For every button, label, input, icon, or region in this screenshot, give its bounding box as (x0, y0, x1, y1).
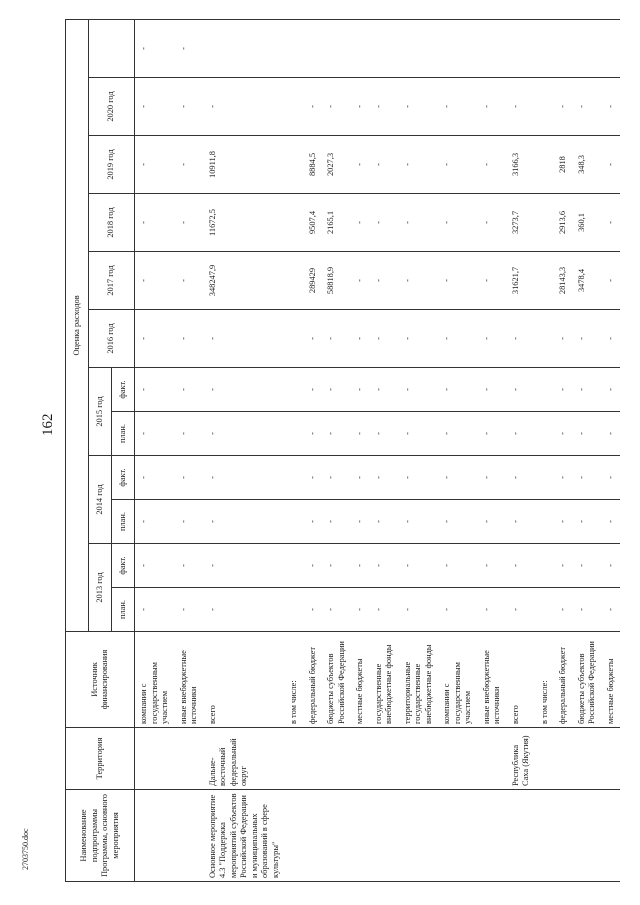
cell-value: - (554, 310, 573, 368)
cell-value: - (438, 252, 478, 310)
cell-value: - (304, 544, 323, 588)
cell-value: - (438, 78, 478, 136)
cell-value: - (554, 456, 573, 500)
cell-value: - (304, 500, 323, 544)
table-row (322, 19, 351, 881)
table-row (554, 19, 573, 881)
cell-territory (478, 728, 507, 790)
cell-value: - (351, 194, 370, 252)
table-row (573, 19, 602, 881)
cell-value (554, 19, 573, 77)
cell-territory (351, 728, 370, 790)
cell-territory: Республика Саха (Якутия) (507, 728, 536, 790)
table-body (135, 19, 621, 881)
cell-territory (554, 728, 573, 790)
cell-value: - (438, 544, 478, 588)
cell-name (135, 790, 175, 882)
header-2014-plan: план. (112, 500, 135, 544)
cell-source: государственные внебюджетные фонды (370, 632, 399, 728)
cell-value: - (507, 544, 536, 588)
cell-territory (175, 728, 204, 790)
cell-value: - (304, 78, 323, 136)
cell-value: - (204, 500, 286, 544)
cell-value: - (175, 136, 204, 194)
cell-value: - (351, 500, 370, 544)
cell-value: - (351, 412, 370, 456)
cell-value: - (135, 19, 175, 77)
cell-value: - (554, 544, 573, 588)
cell-source: компании с государственным участием (438, 632, 478, 728)
cell-value: - (573, 310, 602, 368)
cell-value: - (399, 500, 439, 544)
cell-value (285, 368, 304, 412)
cell-value: - (478, 310, 507, 368)
cell-value (322, 19, 351, 77)
cell-value (304, 19, 323, 77)
table-row (304, 19, 323, 881)
cell-name (507, 790, 536, 882)
header-year-2016: 2016 год (89, 310, 135, 368)
cell-value: - (602, 412, 621, 456)
cell-value: - (602, 500, 621, 544)
cell-value: - (507, 412, 536, 456)
cell-value: 2165,1 (322, 194, 351, 252)
cell-value: - (438, 310, 478, 368)
cell-value: - (370, 412, 399, 456)
cell-name (438, 790, 478, 882)
cell-territory (399, 728, 439, 790)
cell-value (285, 19, 304, 77)
cell-value: - (351, 588, 370, 632)
cell-value: - (204, 310, 286, 368)
cell-value: - (304, 310, 323, 368)
cell-value: 8884,5 (304, 136, 323, 194)
cell-value (536, 544, 555, 588)
budget-table (65, 19, 620, 882)
cell-value: - (399, 588, 439, 632)
cell-source: федеральный бюджет (304, 632, 323, 728)
cell-value: - (370, 544, 399, 588)
header-2013-fact: факт. (112, 544, 135, 588)
cell-value (370, 19, 399, 77)
cell-value: - (351, 544, 370, 588)
cell-value (478, 19, 507, 77)
cell-value: - (135, 252, 175, 310)
cell-value: - (399, 368, 439, 412)
cell-value (536, 500, 555, 544)
cell-value: 28143,3 (554, 252, 573, 310)
cell-value: - (135, 500, 175, 544)
cell-source: в том числе: (285, 632, 304, 728)
cell-value: - (438, 456, 478, 500)
cell-value (399, 19, 439, 77)
cell-value: - (322, 368, 351, 412)
cell-value: - (573, 78, 602, 136)
cell-value (536, 252, 555, 310)
cell-value (573, 19, 602, 77)
cell-value: - (370, 136, 399, 194)
cell-value (536, 194, 555, 252)
header-2014-fact: факт. (112, 456, 135, 500)
cell-value: - (351, 456, 370, 500)
cell-value: - (135, 78, 175, 136)
cell-value (285, 252, 304, 310)
cell-value (536, 588, 555, 632)
table-row (175, 19, 204, 881)
cell-value (285, 412, 304, 456)
cell-source: всего (204, 632, 286, 728)
table-row (204, 19, 286, 881)
cell-value: - (204, 588, 286, 632)
cell-value: 3273,7 (507, 194, 536, 252)
cell-value: - (370, 78, 399, 136)
header-year-2015: 2015 год (89, 368, 112, 456)
cell-name (573, 790, 602, 882)
table-row (351, 19, 370, 881)
cell-value: - (478, 78, 507, 136)
cell-value: 31621,7 (507, 252, 536, 310)
cell-value: - (304, 456, 323, 500)
cell-value (536, 78, 555, 136)
cell-value: - (602, 310, 621, 368)
cell-value: - (322, 456, 351, 500)
cell-name (285, 790, 304, 882)
cell-value: - (602, 456, 621, 500)
cell-source: федеральный бюджет (554, 632, 573, 728)
cell-name (536, 790, 555, 882)
cell-value: - (204, 544, 286, 588)
cell-value: - (602, 136, 621, 194)
cell-value (536, 310, 555, 368)
table-row (536, 19, 555, 881)
cell-value (536, 412, 555, 456)
cell-value: - (351, 368, 370, 412)
cell-value: - (573, 500, 602, 544)
cell-value: - (175, 500, 204, 544)
cell-value (285, 588, 304, 632)
table-row (507, 19, 536, 881)
cell-source: иные внебюджетные источники (478, 632, 507, 728)
cell-name (399, 790, 439, 882)
cell-value: - (478, 500, 507, 544)
cell-value: - (135, 544, 175, 588)
table-header (66, 19, 135, 881)
cell-value: - (304, 368, 323, 412)
cell-value: 348,3 (573, 136, 602, 194)
cell-value: - (438, 412, 478, 456)
cell-name (478, 790, 507, 882)
document-code: 2703750.doc (21, 828, 30, 870)
cell-value: - (370, 310, 399, 368)
cell-value: - (175, 19, 204, 77)
cell-value: - (135, 588, 175, 632)
cell-value: - (554, 500, 573, 544)
cell-name (370, 790, 399, 882)
cell-value: - (507, 78, 536, 136)
cell-source: местные бюджеты (602, 632, 621, 728)
cell-value: - (438, 136, 478, 194)
cell-value (285, 78, 304, 136)
cell-value (536, 368, 555, 412)
cell-value: - (507, 310, 536, 368)
cell-value: - (399, 310, 439, 368)
cell-value: - (204, 456, 286, 500)
cell-value: - (175, 252, 204, 310)
cell-source: в том числе: (536, 632, 555, 728)
cell-value: - (175, 368, 204, 412)
cell-territory (438, 728, 478, 790)
cell-value: - (135, 194, 175, 252)
cell-value: - (399, 78, 439, 136)
table-row (602, 19, 621, 881)
cell-value: - (478, 588, 507, 632)
cell-territory (322, 728, 351, 790)
cell-value: - (322, 412, 351, 456)
cell-value: - (175, 194, 204, 252)
cell-value: 11672,5 (204, 194, 286, 252)
cell-value: - (399, 194, 439, 252)
cell-value: - (135, 310, 175, 368)
cell-name (554, 790, 573, 882)
cell-value: - (135, 412, 175, 456)
cell-value: 289429 (304, 252, 323, 310)
cell-value: - (204, 412, 286, 456)
cell-territory (370, 728, 399, 790)
header-name: Наименование подпрограммы Программы, основного мероприятия (66, 790, 135, 882)
cell-value (438, 19, 478, 77)
cell-value (536, 456, 555, 500)
cell-value: - (399, 136, 439, 194)
cell-value: - (175, 310, 204, 368)
cell-value: - (554, 588, 573, 632)
cell-value: - (478, 252, 507, 310)
cell-value: - (438, 500, 478, 544)
cell-value: - (438, 368, 478, 412)
cell-value: - (602, 78, 621, 136)
cell-value: - (602, 544, 621, 588)
cell-value: - (399, 252, 439, 310)
cell-value: - (573, 412, 602, 456)
cell-source: бюджеты субъектов Российской Федерации (322, 632, 351, 728)
cell-value: - (135, 456, 175, 500)
cell-value: - (399, 456, 439, 500)
table-row (135, 19, 175, 881)
cell-value (285, 500, 304, 544)
cell-value: - (602, 194, 621, 252)
table-row (285, 19, 304, 881)
cell-value: 58818,9 (322, 252, 351, 310)
cell-value: - (399, 412, 439, 456)
cell-value (285, 136, 304, 194)
cell-value (351, 19, 370, 77)
cell-value: - (204, 368, 286, 412)
cell-value: - (322, 310, 351, 368)
cell-value: - (507, 368, 536, 412)
header-source: Источник финансирования (66, 632, 135, 728)
cell-name (602, 790, 621, 882)
header-territory: Территория (66, 728, 135, 790)
cell-value: - (351, 136, 370, 194)
cell-value: - (478, 368, 507, 412)
cell-territory (602, 728, 621, 790)
cell-value (602, 19, 621, 77)
header-extra (89, 19, 135, 77)
cell-value: - (135, 136, 175, 194)
cell-source: иные внебюджетные источники (175, 632, 204, 728)
cell-value: - (573, 368, 602, 412)
cell-value: 10911,8 (204, 136, 286, 194)
header-year-2014: 2014 год (89, 456, 112, 544)
cell-value: - (573, 588, 602, 632)
cell-value: - (478, 412, 507, 456)
cell-value: - (351, 310, 370, 368)
cell-value: - (370, 456, 399, 500)
cell-value: - (554, 412, 573, 456)
cell-value: - (351, 78, 370, 136)
cell-value: - (507, 456, 536, 500)
table-row (399, 19, 439, 881)
header-year-2018: 2018 год (89, 194, 135, 252)
cell-value: - (554, 78, 573, 136)
cell-value: - (602, 368, 621, 412)
cell-value: - (322, 500, 351, 544)
cell-value: - (204, 78, 286, 136)
header-year-2019: 2019 год (89, 136, 135, 194)
cell-value: - (573, 544, 602, 588)
cell-source: территориальные государственные внебюджетные фонды (399, 632, 439, 728)
cell-value (536, 19, 555, 77)
header-year-2020: 2020 год (89, 78, 135, 136)
cell-name (351, 790, 370, 882)
rotated-table-wrapper (65, 20, 615, 882)
cell-name: Основное мероприятие 4.3 "Поддержка мероприятий субъектов Российской Федерации и муниципальных образований в сфере культуры" (204, 790, 286, 882)
header-year-2013: 2013 год (89, 544, 112, 632)
cell-value: - (478, 136, 507, 194)
cell-value: - (135, 368, 175, 412)
cell-value: - (175, 544, 204, 588)
header-2015-fact: факт. (112, 368, 135, 412)
cell-value: - (554, 368, 573, 412)
cell-value (507, 19, 536, 77)
cell-value: - (322, 544, 351, 588)
cell-value: - (507, 588, 536, 632)
cell-value (285, 544, 304, 588)
cell-source: всего (507, 632, 536, 728)
header-2013-plan: план. (112, 588, 135, 632)
cell-name (175, 790, 204, 882)
cell-value: 3478,4 (573, 252, 602, 310)
table-row (438, 19, 478, 881)
cell-value: 360,1 (573, 194, 602, 252)
cell-name (322, 790, 351, 882)
cell-value: - (438, 588, 478, 632)
cell-value: - (304, 412, 323, 456)
cell-value: - (175, 412, 204, 456)
cell-value: - (507, 500, 536, 544)
cell-value: 2027,3 (322, 136, 351, 194)
cell-value: - (573, 456, 602, 500)
cell-territory: Дальне-восточный федеральный округ (204, 728, 286, 790)
cell-value: - (438, 194, 478, 252)
cell-value: 9507,4 (304, 194, 323, 252)
cell-value: - (351, 252, 370, 310)
table-row (370, 19, 399, 881)
cell-value: 2818 (554, 136, 573, 194)
cell-value: 348247,9 (204, 252, 286, 310)
cell-value (204, 19, 286, 77)
cell-value: - (322, 78, 351, 136)
header-2015-plan: план. (112, 412, 135, 456)
cell-source: бюджеты субъектов Российской Федерации (573, 632, 602, 728)
cell-value: - (602, 588, 621, 632)
cell-value: - (478, 544, 507, 588)
cell-value (285, 194, 304, 252)
page-number: 162 (40, 413, 56, 436)
cell-value: - (304, 588, 323, 632)
cell-value: - (370, 500, 399, 544)
cell-value: - (370, 252, 399, 310)
cell-value: - (370, 588, 399, 632)
cell-value: - (478, 194, 507, 252)
cell-territory (573, 728, 602, 790)
cell-value: - (322, 588, 351, 632)
header-year-2017: 2017 год (89, 252, 135, 310)
cell-territory (536, 728, 555, 790)
cell-value: - (602, 252, 621, 310)
cell-value: - (370, 194, 399, 252)
cell-name (304, 790, 323, 882)
cell-territory (285, 728, 304, 790)
cell-value: - (175, 78, 204, 136)
cell-value (285, 456, 304, 500)
cell-value: 2913,6 (554, 194, 573, 252)
cell-territory (135, 728, 175, 790)
cell-source: компании с государственным участием (135, 632, 175, 728)
cell-value: - (175, 456, 204, 500)
cell-value (536, 136, 555, 194)
header-estimate: Оценка расходов (66, 19, 89, 631)
cell-source: местные бюджеты (351, 632, 370, 728)
cell-value: - (478, 456, 507, 500)
cell-value: - (370, 368, 399, 412)
cell-value (285, 310, 304, 368)
cell-value: - (399, 544, 439, 588)
table-row (478, 19, 507, 881)
cell-territory (304, 728, 323, 790)
cell-value: - (175, 588, 204, 632)
cell-value: 3166,3 (507, 136, 536, 194)
